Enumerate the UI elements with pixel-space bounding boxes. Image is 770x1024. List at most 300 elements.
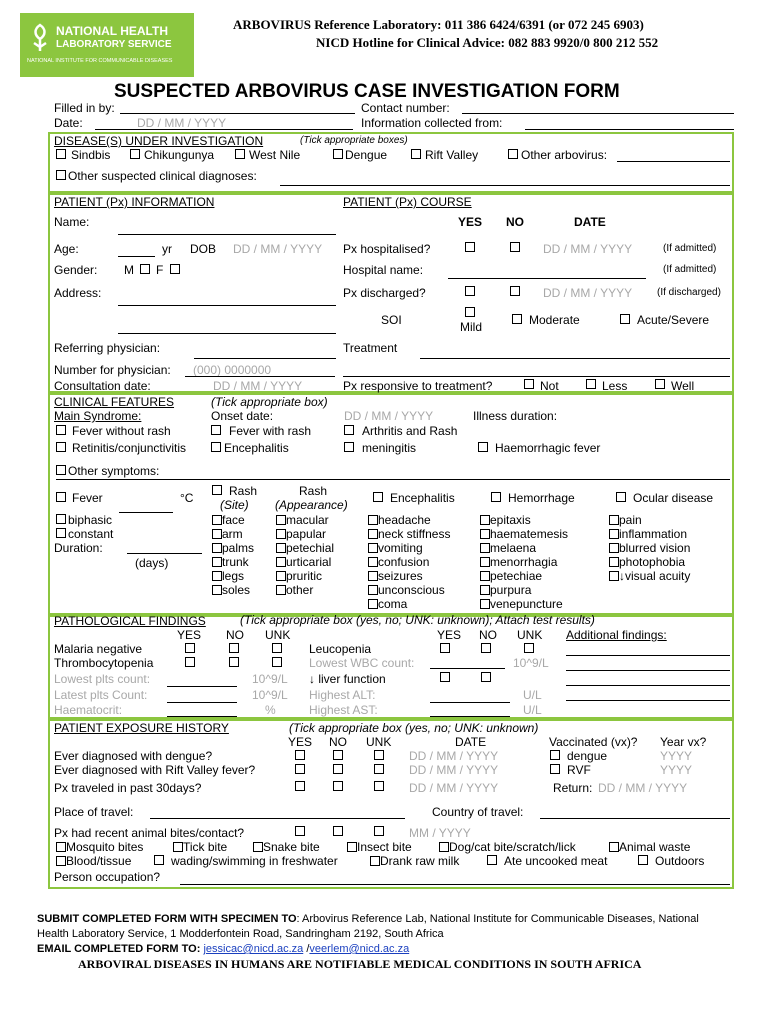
- inflammation-label: inflammation: [619, 527, 688, 541]
- info-from-label: Information collected from:: [361, 116, 503, 130]
- email-bold: EMAIL COMPLETED FORM TO:: [37, 943, 201, 955]
- biphasic-checkbox[interactable]: [56, 514, 66, 524]
- ocular-label: Ocular disease: [633, 491, 714, 505]
- date-line: [95, 129, 353, 130]
- haematocrit-label: Haematocrit:: [54, 703, 123, 717]
- rash-arm-label: arm: [222, 527, 243, 541]
- rash-papular-checkbox[interactable]: [276, 529, 286, 539]
- rash-legs-checkbox[interactable]: [212, 571, 222, 581]
- malaria-no-checkbox[interactable]: [229, 643, 239, 653]
- number-line: [185, 376, 335, 377]
- rash-site-label-2: (Site): [220, 498, 249, 512]
- date-field[interactable]: DD / MM / YYYY: [137, 116, 227, 130]
- malaria-unk-checkbox[interactable]: [272, 643, 282, 653]
- rash-petechial-checkbox[interactable]: [276, 543, 286, 553]
- path-yes-header: YES: [177, 628, 202, 642]
- purpura-checkbox[interactable]: [480, 585, 490, 595]
- blood-tissue-checkbox[interactable]: [56, 856, 66, 866]
- raw-milk-label: Drank raw milk: [380, 854, 460, 868]
- petechiae-checkbox[interactable]: [480, 571, 490, 581]
- info-from-field[interactable]: [525, 129, 734, 130]
- ast-unit: U/L: [523, 703, 542, 717]
- if-admitted-note: (If admitted): [663, 243, 717, 254]
- malaria-yes-checkbox[interactable]: [185, 643, 195, 653]
- menorrhagia-label: menorrhagia: [490, 555, 558, 569]
- date-label: Date:: [54, 116, 83, 130]
- dengue-unk-checkbox[interactable]: [374, 750, 384, 760]
- lowest-plts-field[interactable]: [167, 686, 237, 687]
- additional-findings-field-4[interactable]: [566, 700, 730, 701]
- age-label: Age:: [54, 242, 79, 256]
- male-checkbox[interactable]: [140, 264, 150, 274]
- lab-contact-line: ARBOVIRUS Reference Laboratory: 011 386 6424/6391 (or 072 245 6903): [233, 17, 644, 32]
- retinitis-checkbox[interactable]: [56, 442, 66, 452]
- consult-label: Consultation date:: [54, 379, 151, 393]
- responsive-not-label: Not: [540, 379, 559, 393]
- uncooked-meat-label: Ate uncooked meat: [504, 854, 608, 868]
- dengue-question: Ever diagnosed with dengue?: [54, 749, 213, 763]
- dengue-checkbox[interactable]: [333, 149, 343, 159]
- disease-heading: DISEASE(S) UNDER INVESTIGATION: [54, 134, 264, 148]
- if-admitted-note-2: (If admitted): [663, 264, 717, 275]
- rash-site-checkbox[interactable]: [212, 485, 222, 495]
- leucopenia-unk-checkbox[interactable]: [524, 643, 534, 653]
- submit-line-1: [37, 914, 699, 925]
- rash-legs-label: legs: [222, 569, 245, 583]
- hospital-name-label: Hospital name:: [343, 263, 424, 277]
- insect-bite-label: Insect bite: [357, 840, 412, 854]
- address-label: Address:: [54, 286, 102, 300]
- female-label: F: [156, 263, 164, 277]
- rash-appearance-label-2: (Appearance): [275, 498, 348, 512]
- meningitis-checkbox[interactable]: [344, 442, 354, 452]
- chikungunya-label: Chikungunya: [144, 148, 215, 162]
- neck-stiffness-label: neck stiffness: [378, 527, 451, 541]
- liver-yes-checkbox[interactable]: [440, 672, 450, 682]
- discharged-no-checkbox[interactable]: [510, 286, 520, 296]
- exp-date-header: DATE: [455, 735, 487, 749]
- visual-acuity-checkbox[interactable]: [609, 571, 619, 581]
- venepuncture-checkbox[interactable]: [480, 599, 490, 609]
- unconscious-checkbox[interactable]: [368, 585, 378, 595]
- disease-tick-note: (Tick appropriate boxes): [300, 135, 408, 146]
- confusion-label: confusion: [378, 555, 430, 569]
- nhls-logo: [20, 13, 194, 77]
- animal-waste-checkbox[interactable]: [609, 842, 619, 852]
- retinitis-label: Retinitis/conjunctivitis: [72, 441, 187, 455]
- address-field-1[interactable]: [118, 305, 336, 306]
- dengue-yes-checkbox[interactable]: [295, 750, 305, 760]
- fever-checkbox[interactable]: [56, 492, 66, 502]
- female-checkbox[interactable]: [170, 264, 180, 274]
- rvf-date-field[interactable]: DD / MM / YYYY: [409, 763, 499, 777]
- dogcat-checkbox[interactable]: [439, 842, 449, 852]
- exposure-heading: PATIENT EXPOSURE HISTORY: [54, 721, 229, 735]
- visual-acuity-label: ↓visual acuity: [619, 569, 691, 583]
- discharged-label: Px discharged?: [343, 286, 426, 300]
- email-link-2[interactable]: veerlem@nicd.ac.za: [309, 943, 410, 955]
- insect-bite-checkbox[interactable]: [347, 842, 357, 852]
- other-symptoms-label: Other symptoms:: [68, 464, 160, 478]
- hotline-line: NICD Hotline for Clinical Advice: 082 883 9920/0 800 212 552: [316, 35, 659, 50]
- hemorrhage-checkbox[interactable]: [491, 492, 501, 502]
- encephalitis-label: Encephalitis: [390, 491, 455, 505]
- soi-acute-checkbox[interactable]: [620, 314, 630, 324]
- rash-pruritic-label: pruritic: [286, 569, 323, 583]
- patient-info-heading: PATIENT (Px) INFORMATION: [54, 195, 215, 209]
- rift-valley-checkbox[interactable]: [411, 149, 421, 159]
- sindbis-label: Sindbis: [71, 148, 111, 162]
- other-arbovirus-label: Other arbovirus:: [521, 148, 608, 162]
- nhls-emblem-icon: [29, 23, 51, 53]
- rvf-yes-checkbox[interactable]: [295, 764, 305, 774]
- blurred-vision-label: blurred vision: [619, 541, 691, 555]
- responsive-not-checkbox[interactable]: [524, 379, 534, 389]
- responsive-label: Px responsive to treatment?: [343, 379, 493, 393]
- fever-no-rash-checkbox[interactable]: [56, 425, 66, 435]
- melaena-checkbox[interactable]: [480, 543, 490, 553]
- rash-palms-checkbox[interactable]: [212, 543, 222, 553]
- wading-label: wading/swimming in freshwater: [171, 854, 338, 868]
- submit-line-2: Health Laboratory Service, 1 Modderfontein Road, Sandringham 2192, South Africa: [37, 928, 444, 940]
- thrombo-yes-checkbox[interactable]: [185, 657, 195, 667]
- year-vx-header: Year vx?: [660, 735, 707, 749]
- fever-temp-field[interactable]: [119, 512, 173, 513]
- thrombo-unk-checkbox[interactable]: [272, 657, 282, 667]
- hospitalised-date-field[interactable]: DD / MM / YYYY: [543, 242, 633, 256]
- soi-label: SOI: [381, 313, 402, 327]
- chikungunya-checkbox[interactable]: [130, 149, 140, 159]
- haem-fever-label: Haemorrhagic fever: [495, 441, 601, 455]
- constant-label: constant: [68, 527, 114, 541]
- responsive-well-checkbox[interactable]: [655, 379, 665, 389]
- address-field-2[interactable]: [118, 333, 336, 334]
- discharged-date-field[interactable]: DD / MM / YYYY: [543, 286, 633, 300]
- name-field[interactable]: [118, 234, 336, 235]
- headache-label: headache: [378, 513, 431, 527]
- bites-question: Px had recent animal bites/contact?: [54, 826, 245, 840]
- biphasic-label: biphasic: [68, 513, 113, 527]
- contact-field[interactable]: [462, 113, 734, 114]
- epitaxis-checkbox[interactable]: [480, 515, 490, 525]
- blood-tissue-label: Blood/tissue: [66, 854, 132, 868]
- lowest-plts-unit: 10^9/L: [252, 672, 288, 686]
- bites-unk-checkbox[interactable]: [374, 826, 384, 836]
- purpura-label: purpura: [490, 583, 532, 597]
- tick-bite-checkbox[interactable]: [173, 842, 183, 852]
- coma-checkbox[interactable]: [368, 599, 378, 609]
- exp-unk-header: UNK: [366, 735, 392, 749]
- days-label: (days): [135, 556, 169, 570]
- return-date-field[interactable]: DD / MM / YYYY: [598, 781, 688, 795]
- age-field[interactable]: [118, 256, 155, 257]
- soi-moderate-label: Moderate: [529, 313, 580, 327]
- mosquito-checkbox[interactable]: [56, 842, 66, 852]
- latest-plts-unit: 10^9/L: [252, 688, 288, 702]
- haem-fever-checkbox[interactable]: [478, 442, 488, 452]
- email-line: EMAIL COMPLETED FORM TO: jessicac@nicd.ac.za /veerlem@nicd.ac.za: [37, 943, 410, 955]
- meningitis-label: meningitis: [362, 441, 417, 455]
- hospitalised-no-checkbox[interactable]: [510, 242, 520, 252]
- travel-no-checkbox[interactable]: [333, 781, 343, 791]
- vomiting-checkbox[interactable]: [368, 543, 378, 553]
- neck-stiffness-checkbox[interactable]: [368, 529, 378, 539]
- other-arbovirus-field[interactable]: [617, 161, 730, 162]
- rash-palms-label: palms: [222, 541, 255, 555]
- path-no-header: NO: [226, 628, 244, 642]
- course-date-header: DATE: [574, 215, 606, 229]
- onset-field[interactable]: DD / MM / YYYY: [344, 409, 434, 423]
- submit-text: : Arbovirus Reference Lab, National Institute for Communicable Diseases, National: [296, 913, 699, 925]
- tick-bite-label: Tick bite: [183, 840, 228, 854]
- thrombo-no-checkbox[interactable]: [229, 657, 239, 667]
- wading-checkbox[interactable]: [154, 855, 164, 865]
- dengue-date-field[interactable]: DD / MM / YYYY: [409, 749, 499, 763]
- dob-field[interactable]: DD / MM / YYYY: [233, 242, 323, 256]
- rash-trunk-checkbox[interactable]: [212, 557, 222, 567]
- additional-findings-field-1[interactable]: [566, 655, 730, 656]
- outdoors-label: Outdoors: [655, 854, 705, 868]
- clinical-tick-note: (Tick appropriate box): [211, 395, 328, 409]
- rift-valley-label: Rift Valley: [425, 148, 479, 162]
- duration-field[interactable]: [127, 553, 202, 554]
- outdoors-checkbox[interactable]: [638, 855, 648, 865]
- animal-waste-label: Animal waste: [619, 840, 691, 854]
- rash-soles-label: soles: [222, 583, 251, 597]
- haematemesis-label: haematemesis: [490, 527, 569, 541]
- rash-pruritic-checkbox[interactable]: [276, 571, 286, 581]
- path-unk-header-2: UNK: [517, 628, 543, 642]
- rash-appearance-label-1: Rash: [299, 484, 328, 498]
- place-field[interactable]: [150, 818, 405, 819]
- soi-moderate-checkbox[interactable]: [512, 314, 522, 324]
- uncooked-meat-checkbox[interactable]: [487, 855, 497, 865]
- arthritis-checkbox[interactable]: [344, 425, 354, 435]
- rash-papular-label: papular: [286, 527, 327, 541]
- exposure-tick-note: (Tick appropriate box (yes, no; UNK: unknown): [289, 721, 539, 735]
- ocular-checkbox[interactable]: [616, 492, 626, 502]
- vomiting-label: vomiting: [378, 541, 423, 555]
- place-label: Place of travel:: [54, 805, 134, 819]
- rash-other-label: other: [286, 583, 314, 597]
- occupation-field[interactable]: [180, 884, 730, 885]
- onset-label: Onset date:: [211, 409, 274, 423]
- fever-degree-label: °C: [180, 491, 194, 505]
- west-nile-checkbox[interactable]: [235, 149, 245, 159]
- rash-other-checkbox[interactable]: [276, 585, 286, 595]
- responsive-less-label: Less: [602, 379, 628, 393]
- petechiae-label: petechiae: [490, 569, 543, 583]
- treatment-field-2[interactable]: [343, 376, 730, 377]
- travel-unk-checkbox[interactable]: [374, 781, 384, 791]
- path-unk-header: UNK: [265, 628, 291, 642]
- epitaxis-label: epitaxis: [490, 513, 531, 527]
- alt-field[interactable]: [430, 702, 510, 703]
- venepuncture-label: venepuncture: [490, 597, 563, 611]
- rash-face-label: face: [222, 513, 245, 527]
- bites-date-field[interactable]: MM / YYYY: [409, 826, 471, 840]
- encephalitis-syndrome-checkbox[interactable]: [211, 442, 221, 452]
- travel-question: Px traveled in past 30days?: [54, 781, 202, 795]
- wbc-unit: 10^9/L: [513, 656, 549, 670]
- haematocrit-unit: %: [265, 703, 276, 717]
- referring-label: Referring physician:: [54, 341, 161, 355]
- unconscious-label: unconscious: [378, 583, 445, 597]
- occupation-label: Person occupation?: [54, 870, 161, 884]
- leucopenia-label: Leucopenia: [309, 642, 372, 656]
- gender-label: Gender:: [54, 263, 98, 277]
- consult-field[interactable]: DD / MM / YYYY: [213, 379, 303, 393]
- dengue-no-checkbox[interactable]: [333, 750, 343, 760]
- course-yes-header: YES: [458, 215, 483, 229]
- hospital-name-field[interactable]: [448, 278, 646, 279]
- liver-function-label: ↓ liver function: [309, 672, 386, 686]
- soi-acute-label: Acute/Severe: [637, 313, 710, 327]
- headache-checkbox[interactable]: [368, 515, 378, 525]
- exp-no-header: NO: [329, 735, 347, 749]
- treatment-field-1[interactable]: [420, 358, 730, 359]
- referring-field[interactable]: [194, 358, 336, 359]
- travel-date-field[interactable]: DD / MM / YYYY: [409, 781, 499, 795]
- notifiable-notice: ARBOVIRAL DISEASES IN HUMANS ARE NOTIFIABLE MEDICAL CONDITIONS IN SOUTH AFRICA: [78, 957, 642, 971]
- org-line1: NATIONAL HEALTH: [56, 24, 168, 38]
- travel-yes-checkbox[interactable]: [295, 781, 305, 791]
- haematocrit-field[interactable]: [167, 716, 237, 717]
- page-title: SUSPECTED ARBOVIRUS CASE INVESTIGATION FORM: [114, 81, 620, 102]
- rvf-no-checkbox[interactable]: [333, 764, 343, 774]
- haematemesis-checkbox[interactable]: [480, 529, 490, 539]
- country-field[interactable]: [540, 818, 730, 819]
- dengue-label: Dengue: [345, 148, 388, 162]
- if-discharged-note: (If discharged): [657, 287, 721, 298]
- menorrhagia-checkbox[interactable]: [480, 557, 490, 567]
- soi-mild-checkbox[interactable]: [465, 307, 475, 317]
- rash-macular-label: macular: [286, 513, 329, 527]
- yr-label: yr: [162, 242, 172, 256]
- inflammation-checkbox[interactable]: [609, 529, 619, 539]
- melaena-label: melaena: [490, 541, 537, 555]
- responsive-less-checkbox[interactable]: [586, 379, 596, 389]
- dob-label: DOB: [190, 242, 217, 256]
- mosquito-label: Mosquito bites: [66, 840, 144, 854]
- lowest-plts-label: Lowest plts count:: [54, 672, 151, 686]
- sindbis-checkbox[interactable]: [56, 149, 66, 159]
- rvf-unk-checkbox[interactable]: [374, 764, 384, 774]
- other-symptoms-field[interactable]: [56, 479, 730, 480]
- other-symptoms-checkbox[interactable]: [56, 465, 66, 475]
- snake-bite-label: Snake bite: [263, 840, 320, 854]
- org-sub: NATIONAL INSTITUTE FOR COMMUNICABLE DISEASES: [27, 58, 173, 64]
- course-heading: PATIENT (Px) COURSE: [343, 195, 472, 209]
- encephalitis-syndrome-label: Encephalitis: [224, 441, 289, 455]
- other-dx-field[interactable]: [280, 185, 730, 186]
- latest-plts-label: Latest plts Count:: [54, 688, 148, 702]
- rvf-question: Ever diagnosed with Rift Valley fever?: [54, 763, 256, 777]
- dengue-vx-label: dengue: [567, 749, 608, 763]
- seizures-checkbox[interactable]: [368, 571, 378, 581]
- name-label: Name:: [54, 215, 90, 229]
- bites-yes-checkbox[interactable]: [295, 826, 305, 836]
- photophobia-checkbox[interactable]: [609, 557, 619, 567]
- photophobia-label: photophobia: [619, 555, 686, 569]
- rash-macular-checkbox[interactable]: [276, 515, 286, 525]
- rash-urticarial-checkbox[interactable]: [276, 557, 286, 567]
- lowest-wbc-label: Lowest WBC count:: [309, 656, 415, 670]
- additional-findings-field-2[interactable]: [566, 670, 730, 671]
- constant-checkbox[interactable]: [56, 528, 66, 538]
- rash-soles-checkbox[interactable]: [212, 585, 222, 595]
- eye-pain-checkbox[interactable]: [609, 515, 619, 525]
- latest-plts-field[interactable]: [167, 702, 237, 703]
- hospitalised-label: Px hospitalised?: [343, 242, 431, 256]
- liver-no-checkbox[interactable]: [481, 672, 491, 682]
- alt-unit: U/L: [523, 688, 542, 702]
- alt-label: Highest ALT:: [309, 688, 376, 702]
- main-syndrome-label: Main Syndrome:: [54, 409, 142, 423]
- fever-label: Fever: [72, 491, 103, 505]
- rvf-vx-label: RVF: [567, 763, 591, 777]
- raw-milk-checkbox[interactable]: [370, 856, 380, 866]
- other-arbovirus-checkbox[interactable]: [508, 149, 518, 159]
- rash-trunk-label: trunk: [222, 555, 249, 569]
- male-label: M: [124, 263, 134, 277]
- west-nile-label: West Nile: [249, 148, 301, 162]
- org-line2: LABORATORY SERVICE: [56, 39, 172, 50]
- seizures-label: seizures: [378, 569, 423, 583]
- malaria-label: Malaria negative: [54, 642, 143, 656]
- ast-field[interactable]: [430, 716, 510, 717]
- rash-arm-checkbox[interactable]: [212, 529, 222, 539]
- submit-bold: SUBMIT COMPLETED FORM WITH SPECIMEN TO: [37, 913, 297, 925]
- rash-face-checkbox[interactable]: [212, 515, 222, 525]
- filled-by-field[interactable]: [120, 113, 355, 114]
- fever-no-rash-label: Fever without rash: [72, 424, 171, 438]
- other-dx-checkbox[interactable]: [56, 170, 66, 180]
- duration-label: Duration:: [54, 541, 103, 555]
- country-label: Country of travel:: [432, 805, 524, 819]
- dengue-year-field[interactable]: YYYY: [660, 749, 693, 763]
- filled-by-label: Filled in by:: [54, 101, 115, 115]
- course-no-header: NO: [506, 215, 524, 229]
- number-field[interactable]: (000) 0000000: [193, 363, 272, 377]
- number-label: Number for physician:: [54, 363, 171, 377]
- lowest-wbc-field[interactable]: [430, 668, 505, 669]
- hemorrhage-label: Hemorrhage: [508, 491, 575, 505]
- coma-label: coma: [378, 597, 408, 611]
- hospitalised-yes-checkbox[interactable]: [465, 242, 475, 252]
- ast-label: Highest AST:: [309, 703, 378, 717]
- confusion-checkbox[interactable]: [368, 557, 378, 567]
- dengue-vx-checkbox[interactable]: [550, 750, 560, 760]
- discharged-yes-checkbox[interactable]: [465, 286, 475, 296]
- fever-rash-label: Fever with rash: [229, 424, 312, 438]
- leucopenia-no-checkbox[interactable]: [481, 643, 491, 653]
- responsive-well-label: Well: [671, 379, 695, 393]
- additional-findings-field-3[interactable]: [566, 685, 730, 686]
- rash-urticarial-label: urticarial: [286, 555, 332, 569]
- blurred-vision-checkbox[interactable]: [609, 543, 619, 553]
- snake-bite-checkbox[interactable]: [253, 842, 263, 852]
- leucopenia-yes-checkbox[interactable]: [440, 643, 450, 653]
- fever-rash-checkbox[interactable]: [211, 425, 221, 435]
- soi-mild-label: Mild: [460, 320, 483, 334]
- rvf-year-field[interactable]: YYYY: [660, 763, 693, 777]
- rvf-vx-checkbox[interactable]: [550, 764, 560, 774]
- illness-duration-label: Illness duration:: [473, 409, 558, 423]
- encephalitis-checkbox[interactable]: [373, 492, 383, 502]
- email-link-1[interactable]: jessicac@nicd.ac.za: [203, 943, 304, 955]
- bites-no-checkbox[interactable]: [333, 826, 343, 836]
